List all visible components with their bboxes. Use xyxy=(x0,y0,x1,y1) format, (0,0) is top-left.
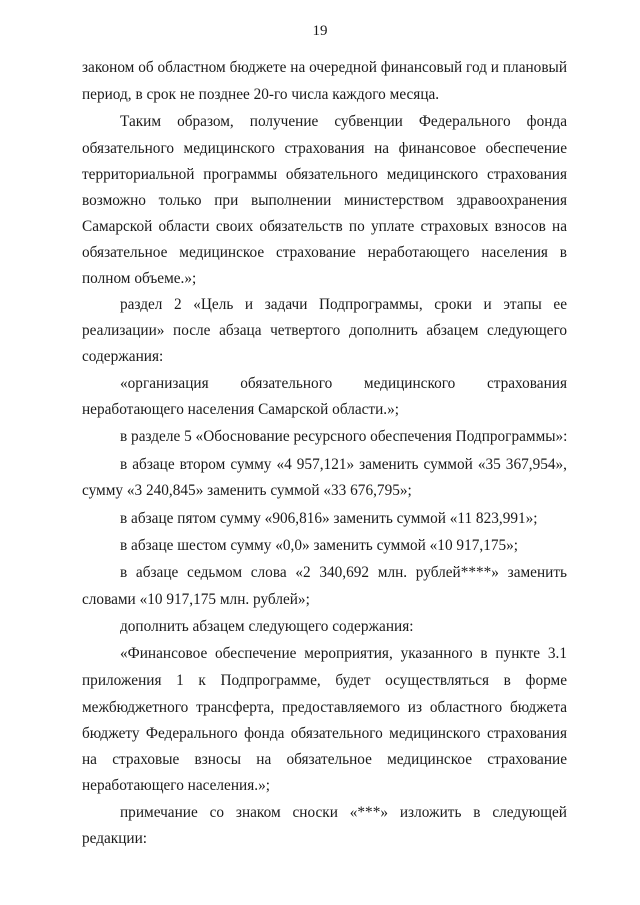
text-line: в абзаце шестом сумму «0,0» заменить суммой «10 917,175»; xyxy=(120,537,519,554)
text-line: «организация обязательного медицинского страхования xyxy=(120,375,567,392)
text-line: редакции: xyxy=(82,830,148,847)
text-line: обязательное медицинское страхование неработающего населения в xyxy=(82,244,567,261)
text-line: на страховые взносы на обязательное медицинское страхование xyxy=(82,751,567,768)
text-line: в абзаце пятом сумму «906,816» заменить суммой «11 823,991»; xyxy=(120,510,538,527)
text-line: примечание со знаком сноски «***» изложить в следующей xyxy=(120,804,567,821)
text-line: приложения 1 к Подпрограмме, будет осуществляться в форме xyxy=(82,672,567,689)
text-line: возможно только при выполнении министерством здравоохранения xyxy=(82,192,567,209)
text-line: Самарской области своих обязательств по уплате страховых взносов на xyxy=(82,218,567,235)
text-line: реализации» после абзаца четвертого дополнить абзацем следующего xyxy=(82,322,567,339)
text-line: в абзаце седьмом слова «2 340,692 млн. рублей****» заменить xyxy=(120,564,567,581)
text-line: обязательного медицинского страхования на финансовое обеспечение xyxy=(82,140,567,157)
text-line: Таким образом, получение субвенции Федерального фонда xyxy=(120,113,567,130)
text-line: законом об областном бюджете на очередной финансовый год и плановый xyxy=(82,59,567,76)
text-line: период, в срок не позднее 20-го числа каждого месяца. xyxy=(82,86,440,103)
text-line: дополнить абзацем следующего содержания: xyxy=(120,618,414,635)
text-line: территориальной программы обязательного медицинского страхования xyxy=(82,166,567,183)
text-line: содержания: xyxy=(82,348,164,365)
text-line: полном объеме.»; xyxy=(82,270,197,287)
text-line: межбюджетного трансферта, предоставляемого из областного бюджета xyxy=(82,699,567,716)
text-line: «Финансовое обеспечение мероприятия, указанного в пункте 3.1 xyxy=(120,645,567,662)
text-line: неработающего населения.»; xyxy=(82,777,270,794)
text-line: в абзаце втором сумму «4 957,121» заменить суммой «35 367,954», xyxy=(120,456,567,473)
text-line: неработающего населения Самарской области.»; xyxy=(82,401,400,418)
text-line: бюджету Федерального фонда обязательного медицинского страхования xyxy=(82,725,567,742)
text-line: в разделе 5 «Обоснование ресурсного обеспечения Подпрограммы»: xyxy=(120,428,568,445)
text-line: сумму «3 240,845» заменить суммой «33 676,795»; xyxy=(82,482,412,499)
text-line: раздел 2 «Цель и задачи Подпрограммы, сроки и этапы ее xyxy=(120,296,567,313)
text-line: словами «10 917,175 млн. рублей»; xyxy=(82,591,310,608)
page-number: 19 xyxy=(312,23,328,39)
